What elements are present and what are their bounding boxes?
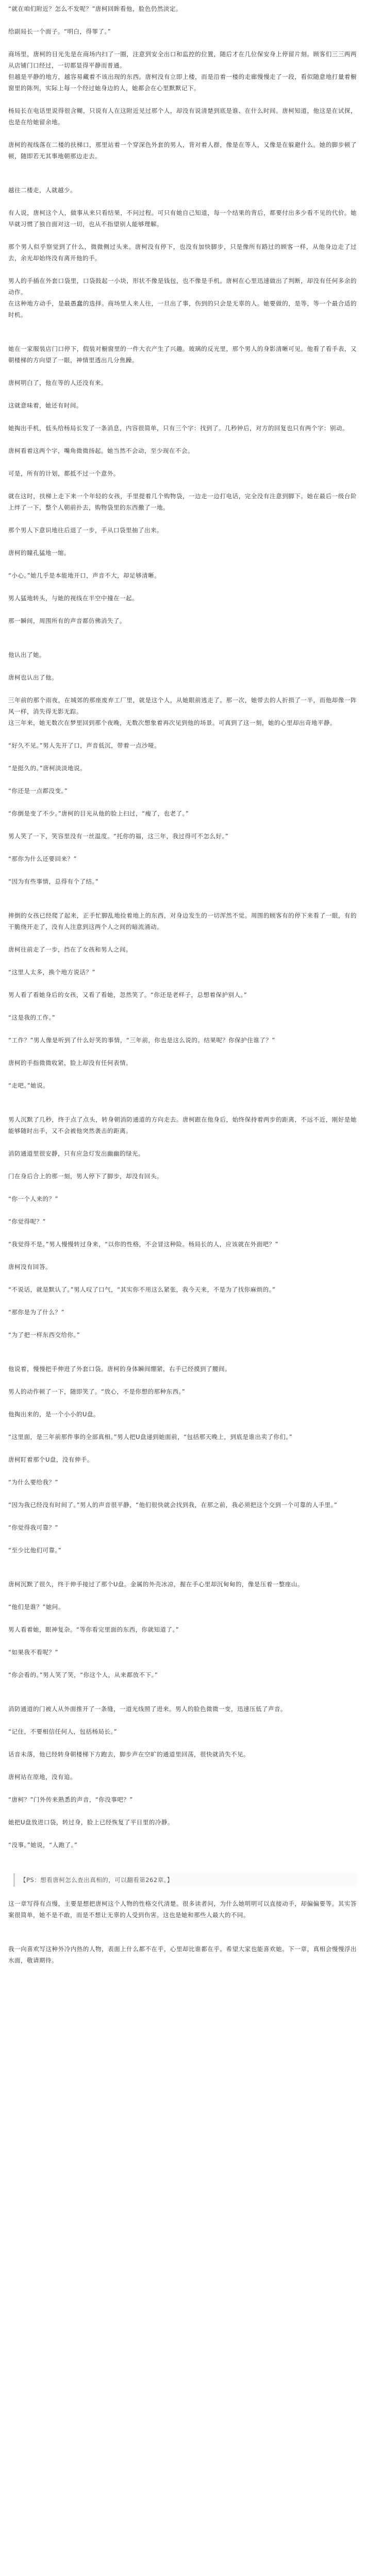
paragraph-gap <box>8 1341 357 1352</box>
paragraph-gap <box>8 728 357 740</box>
paragraph-gap <box>8 660 357 672</box>
paragraph-gap <box>8 1828 357 1839</box>
paragraph-gap <box>8 196 357 207</box>
paragraph: 唐柯没有回答。 <box>8 1263 52 1270</box>
paragraph-gap <box>8 1137 357 1148</box>
paragraph: 男人的手插在外套口袋里，口袋鼓起一小块，形状不像是钱包，也不像是手机。唐柯在心里迅速做出了判断，却没有任何多余的动作。 <box>8 277 357 296</box>
paragraph-gap <box>8 1805 357 1817</box>
paragraph-gap <box>8 1420 357 1431</box>
paragraph: 男人猛地转头，与她的视线在半空中撞在一起。 <box>8 595 138 602</box>
paragraph-gap <box>8 332 357 343</box>
paragraph-gap <box>8 1887 357 1898</box>
paragraph-gap <box>8 320 357 332</box>
paragraph: 唐柯明白了，他在等的人还没有来。 <box>8 379 107 386</box>
paragraph: “他们是谁？”她问。 <box>8 1603 64 1611</box>
paragraph: “好久不见。”男人先开了口，声音低沉，带着一点沙哑。 <box>8 742 161 749</box>
paragraph-gap <box>8 411 357 422</box>
paragraph: 商场里，唐柯的目光先是在商场内扫了一圈，注意到安全出口和监控的位置，随后才在几位保安身上停留片刻。顾客们三三两两从店铺门口经过，一切都显得平静而普通。 <box>8 50 357 69</box>
paragraph: 那个男人下意识地往后退了一步，手从口袋里抽了出来。 <box>8 527 163 534</box>
paragraph: 男人看着她，眼神复杂。“等你看完里面的东西，你就知道了。” <box>8 1626 179 1633</box>
paragraph-gap <box>8 978 357 989</box>
paragraph: 唐柯看着这两个字，嘴角微微扬起。她当然不会动，至少现在不会。 <box>8 447 194 454</box>
paragraph: “因为我已经没有时间了。”男人的声音很平静，“他们很快就会找到我，在那之前，我必须把这个交到一个可靠的人手里。” <box>8 1501 338 1509</box>
paragraph-gap <box>8 128 357 139</box>
paragraph-gap <box>8 1737 357 1749</box>
paragraph: 有人说，唐柯这个人，做事从来只看结果，不问过程。可只有她自己知道，每一个结果的背后，都要付出多少看不见的代价。她早就习惯了独自面对这一切，也从不指望别人能够理解。 <box>8 209 357 228</box>
paragraph: “是挺久的。”唐柯淡淡地说。 <box>8 765 87 772</box>
paragraph: “不说话，就是默认了。”男人叹了口气，“其实你不用这么紧张，我今天来，不是为了找你麻烦的。” <box>8 1286 276 1293</box>
paragraph: 唐柯往前走了一步，挡在了女孩和男人之间。 <box>8 946 132 953</box>
paragraph: 就在这时，扶梯上走下来一个年轻的女孩，手里提着几个购物袋，一边走一边打电话，完全没有注意到脚下。她在最后一级台阶上绊了一下，整个人朝前扑去，购物袋里的东西撒了一地。 <box>8 493 357 511</box>
paragraph: “小心。”她几乎是本能地开口，声音不大，却足够清晰。 <box>8 572 161 579</box>
paragraph: 她掏出手机，低头给杨局长发了一条消息，内容很简单，只有三个字：找到了。几秒钟后，对方的回复也只有两个字：别动。 <box>8 425 348 432</box>
paragraph-gap <box>8 1375 357 1386</box>
paragraph: 男人的动作顿了一下，随即笑了。“放心，不是你想的那种东西。” <box>8 1388 186 1395</box>
paragraph-gap <box>8 1318 357 1329</box>
paragraph: 但越是平静的地方，越容易藏着不该出现的东西。唐柯没有立即上楼，而是沿着一楼的走廊慢慢走了一段，看似随意地打量着橱窗里的陈列，实际上每一个经过她身边的人，她都会在心里默默记下。 <box>8 73 357 92</box>
paragraph: “为了把一样东西交给你。” <box>8 1331 80 1338</box>
paragraph: “你会看的。”男人笑了笑，“你这个人，从来都放不下。” <box>8 1671 158 1679</box>
paragraph: 三年前的那个雨夜，在城郊的那座废弃工厂里，就是这个人，从她眼前逃走了。那一次，她带去的人折损了一半，而他却像一阵风一样，消失得无影无踪。 <box>8 697 357 715</box>
paragraph: 唐柯的瞳孔猛地一缩。 <box>8 549 70 556</box>
paragraph: 唐柯的手指微微收紧，脸上却没有任何表情。 <box>8 1059 132 1066</box>
paragraph: “你觉得呢？” <box>8 1218 46 1225</box>
paragraph-gap <box>8 536 357 547</box>
paragraph: 摔倒的女孩已经爬了起来，正手忙脚乱地捡着地上的东西，对身边发生的一切浑然不觉。周围的顾客有的停下来看了一眼，有的干脆绕开走了，没有人注意到这两个人之间的暗流涌动。 <box>8 912 357 930</box>
paragraph-gap <box>8 162 357 173</box>
paragraph: 他说着，慢慢把手伸进了外套口袋。唐柯的身体瞬间绷紧，右手已经摸到了腰间。 <box>8 1365 231 1372</box>
paragraph: 他认出了她。 <box>8 651 45 658</box>
paragraph-gap <box>8 1590 357 1601</box>
paragraph: 那个男人似乎察觉到了什么，微微侧过头来。唐柯没有停下，也没有加快脚步，只是像所有路过的顾客一样，从他身边走了过去，余光却始终没有离开他的手。 <box>8 243 357 262</box>
paragraph: “你觉得我可靠？” <box>8 1524 58 1531</box>
paragraph-gap <box>8 955 357 967</box>
paragraph: 消防通道的门被人从外面推开了一条缝，一道光线照了进来。男人的脸色微微一变，迅速压低了声音。 <box>8 1705 287 1713</box>
paragraph: “我觉得不是。”男人慢慢转过身来，“以你的性格，不会冒这种险。杨局长的人，应该就在外面吧？” <box>8 1241 279 1248</box>
paragraph: “没事。”她说，“人跑了。” <box>8 1841 78 1849</box>
paragraph: 越往二楼走，人就越少。 <box>8 187 76 194</box>
paragraph: 【PS：想看唐柯怎么查出真相的，可以翻看第262章。】 <box>20 1876 173 1884</box>
paragraph: 我一向喜欢写这种外冷内热的人物，表面上什么都不在乎，心里却比谁都在乎。希望大家也能喜欢她。下一章，真相会慢慢浮出水面，敬请期待。 <box>8 1945 357 1964</box>
paragraph: 唐柯盯着那个U盘，没有伸手。 <box>8 1456 93 1463</box>
paragraph-gap <box>8 933 357 944</box>
paragraph-gap <box>8 1613 357 1624</box>
paragraph-gap <box>8 683 357 694</box>
paragraph: “如果我不看呢？” <box>8 1649 58 1656</box>
paragraph-gap <box>8 1091 357 1103</box>
paragraph-gap <box>8 865 357 876</box>
paragraph-gap <box>8 819 357 831</box>
paragraph: 男人看了看她身后的女孩，又看了看她，忽然笑了。“你还是老样子，总想着保护别人。” <box>8 991 247 998</box>
paragraph-gap <box>8 1783 357 1794</box>
paragraph-gap <box>8 14 357 26</box>
paragraph-gap <box>8 1397 357 1409</box>
paragraph-gap <box>8 1851 357 1862</box>
paragraph: “为什么要给我？” <box>8 1479 58 1486</box>
paragraph-gap <box>8 1273 357 1284</box>
paragraph-gap <box>8 1692 357 1703</box>
paragraph-gap <box>8 1069 357 1080</box>
paragraph-gap <box>8 1533 357 1545</box>
paragraph: “就在咱们附近？怎么不发呢？”唐柯回眸看他，脸色仍然淡定。 <box>8 5 182 12</box>
paragraph: 杨局长在电话里说得很含糊，只说有人在这附近见过那个人，却没有说清楚到底是谁、在什么时间。唐柯知道，他这是在试探，也是在给她留余地。 <box>8 107 357 126</box>
paragraph-gap <box>8 899 357 910</box>
paragraph-gap <box>8 1465 357 1477</box>
paragraph-gap <box>8 1567 357 1579</box>
paragraph: 他掏出来的，是一个小小的U盘。 <box>8 1411 99 1418</box>
paragraph-gap <box>8 887 357 899</box>
paragraph-gap <box>8 1760 357 1771</box>
paragraph-gap <box>8 1921 357 1932</box>
paragraph: 这就意味着，她还有时间。 <box>8 402 82 409</box>
paragraph: “那你为什么还要回来？” <box>8 855 77 862</box>
paragraph: 话音未落，他已经转身朝楼梯下方跑去，脚步声在空旷的通道里回荡，很快就消失不见。 <box>8 1751 249 1758</box>
paragraph-gap <box>8 1681 357 1692</box>
paragraph: “因为有些事情，总得有个了结。” <box>8 878 99 885</box>
paragraph-gap <box>8 1250 357 1261</box>
paragraph: “这里人太多，换个地方说话？” <box>8 969 95 976</box>
paragraph: 唐柯也认出了他。 <box>8 674 58 681</box>
paragraph: 门在身后合上的那一刻，男人停下了脚步，却没有回头。 <box>8 1173 163 1180</box>
paragraph: 给副局长一个面子。“明白，得罪了。” <box>8 28 111 35</box>
paragraph-gap <box>8 37 357 48</box>
paragraph-gap <box>8 366 357 377</box>
paragraph-gap <box>8 1159 357 1171</box>
paragraph: 消防通道里很安静，只有应急灯发出幽幽的绿光。 <box>8 1150 144 1157</box>
paragraph-gap <box>8 513 357 524</box>
paragraph: 男人笑了一下，笑容里没有一丝温度。“托你的福，这三年，我过得可不怎么好。” <box>8 833 229 840</box>
paragraph-gap <box>8 434 357 445</box>
paragraph: 唐柯的视线落在二楼的扶梯口，那里站着一个穿深色外套的男人，背对着人群，像是在等人，又像是在躲避什么。她的脚步顿了顿，随即若无其事地朝那边走去。 <box>8 141 357 160</box>
paragraph-gap <box>8 558 357 570</box>
paragraph: “至少比他们可靠。” <box>8 1547 62 1554</box>
paragraph-gap <box>8 1635 357 1647</box>
paragraph-gap <box>8 230 357 241</box>
paragraph: “记住，不要相信任何人，包括杨局长。” <box>8 1728 118 1735</box>
paragraph: 她在一家服装店门口停下，假装对橱窗里的一件大衣产生了兴趣。玻璃的反光里，那个男人的身影清晰可见。他看了看手表，又朝楼梯的方向望了一眼，神情里透出几分焦躁。 <box>8 345 357 364</box>
paragraph-gap <box>8 796 357 808</box>
paragraph-gap <box>8 1932 357 1943</box>
paragraph-gap <box>8 1227 357 1239</box>
paragraph-gap <box>8 1023 357 1035</box>
paragraph-gap <box>8 456 357 468</box>
paragraph-gap <box>8 264 357 275</box>
paragraph: “你一个人来的？” <box>8 1195 58 1202</box>
paragraph-gap <box>8 173 357 184</box>
paragraph-gap <box>8 751 357 762</box>
paragraph-gap <box>8 581 357 592</box>
paragraph-gap <box>8 1046 357 1057</box>
paragraph: 这一章写得有点慢，主要是想把唐柯这个人物的性格交代清楚。很多读者问，为什么她明明可以直接动手，却偏偏要等。其实答案很简单，她不是不敢，而是不想让无辜的人受到伤害。这也是她和那些人最大的不同。 <box>8 1900 357 1919</box>
paragraph-gap <box>8 1862 357 1873</box>
paragraph-gap <box>8 774 357 785</box>
paragraph-gap <box>8 479 357 490</box>
paragraph-gap <box>8 1443 357 1454</box>
paragraph: 唐柯站在原地，没有追。 <box>8 1773 76 1781</box>
paragraph-gap <box>8 604 357 615</box>
paragraph-gap <box>8 1295 357 1307</box>
paragraph: “工作？”男人像是听到了什么好笑的事情，“三年前，你也是这么说的。结果呢？你保护住谁了？” <box>8 1037 275 1044</box>
paragraph-gap <box>8 1352 357 1363</box>
paragraph-gap <box>8 94 357 105</box>
paragraph: 男人沉默了几秒，终于点了点头，转身朝消防通道的方向走去。唐柯跟在他身后，始终保持着两步的距离，不远不近，刚好是她能够随时出手，又不会被他突然袭击的距离。 <box>8 1116 357 1134</box>
paragraph-gap <box>8 1715 357 1726</box>
paragraph: “那你是为了什么？” <box>8 1309 64 1316</box>
paragraph: “走吧。”她说。 <box>8 1082 49 1089</box>
paragraph: “你还是一点都没变。” <box>8 787 68 794</box>
paragraph-gap <box>8 638 357 649</box>
paragraph: “你倒是变了不少。”唐柯的目光从他的脸上扫过，“瘦了，也老了。” <box>8 810 189 817</box>
paragraph-gap <box>8 388 357 400</box>
paragraph-gap <box>8 1488 357 1499</box>
ps-note <box>13 1873 357 1887</box>
paragraph-gap <box>8 1511 357 1522</box>
paragraph: 唐柯沉默了很久，终于伸手接过了那个U盘。金属的外壳冰凉，握在手心里却沉甸甸的，像是压着一整座山。 <box>8 1581 304 1588</box>
paragraph: 在这种地方动手，是最愚蠢的选择。商场里人来人往，一旦出了事，伤到的只会是无辜的人。她要做的，是等，等一个最合适的时机。 <box>8 300 357 318</box>
paragraph-gap <box>8 842 357 853</box>
paragraph-gap <box>8 1658 357 1669</box>
paragraph: “唐柯？”门外传来熟悉的声音，“你没事吧？” <box>8 1796 133 1803</box>
paragraph-gap <box>8 1103 357 1114</box>
paragraph: 这三年来，她无数次在梦里回到那个夜晚，无数次想象着再次见到他的场景。可真到了这一刻，她的心里却出奇地平静。 <box>8 719 336 726</box>
paragraph-gap <box>8 1182 357 1193</box>
paragraph: 那一瞬间，周围所有的声音都仿佛消失了。 <box>8 617 126 624</box>
paragraph-gap <box>8 626 357 638</box>
paragraph: 她把U盘放进口袋，转过身，脸上已经恢复了平日里的冷静。 <box>8 1819 174 1826</box>
paragraph: 可是，所有的计划，都抵不过一个意外。 <box>8 470 120 477</box>
paragraph-gap <box>8 1205 357 1216</box>
paragraph-gap <box>8 1556 357 1567</box>
paragraph: “这是我的工作。” <box>8 1014 56 1021</box>
paragraph: “这里面，是三年前那件事的全部真相。”男人把U盘递到她面前，“包括那天晚上，到底是谁出卖了你们。” <box>8 1433 293 1440</box>
article-body <box>8 3 357 1966</box>
paragraph-gap <box>8 1001 357 1012</box>
